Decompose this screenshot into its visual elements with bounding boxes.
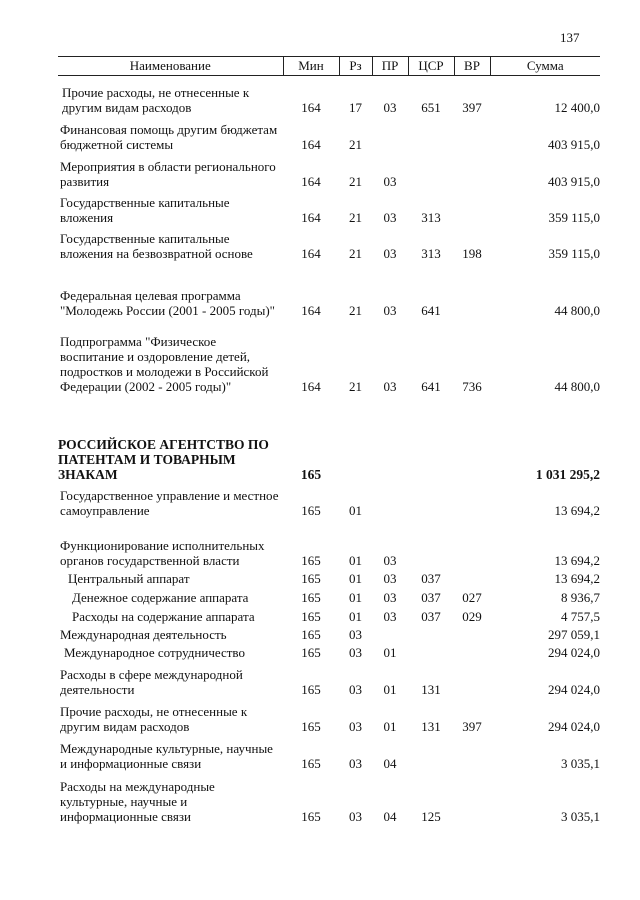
row-csr: [408, 518, 454, 568]
row-pr: [372, 115, 408, 152]
table-row: [58, 76, 600, 116]
row-min: 164: [301, 246, 321, 261]
row-rz: 01: [349, 553, 362, 568]
row-sum: 294 024,0: [548, 719, 600, 734]
row-vr: [454, 189, 490, 225]
row-name: Федеральная целевая программа "Молодежь России (2001 - 2005 годы)": [60, 288, 275, 318]
row-sum: 3 035,1: [561, 809, 600, 824]
row-name: Мероприятия в области регионального развития: [60, 159, 276, 189]
row-csr: 037: [421, 609, 441, 624]
row-rz: 03: [349, 719, 362, 734]
page-number: 137: [560, 30, 580, 45]
row-min: 165: [301, 719, 321, 734]
row-sum: 44 800,0: [554, 303, 600, 318]
row-csr: 313: [421, 210, 441, 225]
table-row: [58, 660, 600, 697]
row-rz: 01: [349, 590, 362, 605]
row-vr: [454, 624, 490, 642]
row-name: Государственные капитальные вложения на безвозвратной основе: [60, 231, 253, 261]
row-sum: 13 694,2: [554, 503, 600, 518]
row-name: Подпрограмма "Физическое воспитание и оздоровление детей, подростков и молодежи в Российской Федерации (2002 - 2005 годы)": [60, 334, 269, 394]
row-name: Расходы в сфере международной деятельности: [60, 667, 243, 697]
table-row: [58, 734, 600, 771]
row-csr: 037: [421, 571, 441, 586]
row-pr: [372, 482, 408, 518]
row-name: Государственное управление и местное самоуправление: [60, 488, 279, 518]
row-rz: 21: [349, 137, 362, 152]
budget-table: [58, 56, 600, 824]
row-min: 164: [301, 137, 321, 152]
table-row: [58, 261, 600, 318]
row-rz: 03: [349, 627, 362, 642]
row-csr: 641: [421, 379, 441, 394]
row-csr: 651: [421, 100, 441, 115]
row-csr: 131: [421, 682, 441, 697]
table-row: [58, 318, 600, 394]
row-vr: [454, 261, 490, 318]
row-rz: 21: [349, 303, 362, 318]
row-pr: 03: [383, 571, 397, 586]
row-rz: 01: [349, 609, 362, 624]
row-min: 165: [301, 590, 321, 605]
row-sum: 294 024,0: [548, 645, 600, 660]
table-row: [58, 697, 600, 734]
row-sum: 3 035,1: [561, 756, 600, 771]
row-name: Международное сотрудничество: [64, 645, 245, 660]
row-name: РОССИЙСКОЕ АГЕНТСТВО ПО ПАТЕНТАМ И ТОВАРНЫМ ЗНАКАМ: [58, 437, 269, 482]
row-csr: [408, 642, 454, 660]
header-name: Наименование: [58, 57, 283, 76]
row-name: Денежное содержание аппарата: [72, 590, 249, 605]
row-rz: 01: [349, 503, 362, 518]
row-vr: [454, 152, 490, 189]
row-vr: [454, 568, 490, 586]
header-csr: ЦСР: [408, 57, 454, 76]
row-min: 164: [301, 210, 321, 225]
row-csr: [408, 115, 454, 152]
row-sum: 13 694,2: [554, 571, 600, 586]
row-sum: 403 915,0: [548, 137, 600, 152]
header-min: Мин: [283, 57, 339, 76]
row-name: Международные культурные, научные и информационные связи: [60, 741, 273, 771]
row-pr: 03: [383, 210, 397, 225]
row-rz: 21: [349, 246, 362, 261]
row-vr: [454, 771, 490, 824]
row-csr: [408, 152, 454, 189]
row-sum: 12 400,0: [554, 100, 600, 115]
row-min: 165: [301, 503, 321, 518]
row-name: Прочие расходы, не отнесенные к другим видам расходов: [60, 704, 248, 734]
table-row: [58, 586, 600, 605]
row-csr: [408, 394, 454, 482]
table-row: [58, 624, 600, 642]
row-pr: 01: [383, 645, 397, 660]
row-rz: 03: [349, 756, 362, 771]
row-name: Расходы на содержание аппарата: [72, 609, 255, 624]
row-pr: 03: [383, 553, 397, 568]
row-vr: [454, 394, 490, 482]
row-name: Финансовая помощь другим бюджетам бюджетной системы: [60, 122, 278, 152]
header-rz: Рз: [339, 57, 372, 76]
table-row: [58, 152, 600, 189]
row-min: 165: [301, 756, 321, 771]
row-sum: 359 115,0: [548, 210, 600, 225]
row-min: 165: [300, 467, 322, 482]
row-pr: 03: [383, 100, 397, 115]
row-sum: 8 936,7: [561, 590, 600, 605]
row-rz: 03: [349, 645, 362, 660]
table-row: [58, 568, 600, 586]
row-pr: 04: [383, 756, 397, 771]
row-csr: 037: [421, 590, 441, 605]
row-pr: 03: [383, 303, 397, 318]
table-row: [58, 642, 600, 660]
table-row: [58, 605, 600, 624]
row-pr: [372, 394, 408, 482]
table-row: [58, 225, 600, 261]
row-name: Центральный аппарат: [68, 571, 190, 586]
row-min: 164: [301, 379, 321, 394]
row-vr: 029: [462, 609, 482, 624]
row-csr: [408, 734, 454, 771]
row-vr: [454, 734, 490, 771]
row-min: 164: [301, 174, 321, 189]
header-sum: Сумма: [490, 57, 600, 76]
row-csr: 313: [421, 246, 441, 261]
row-pr: 01: [383, 682, 397, 697]
row-rz: 01: [349, 571, 362, 586]
row-name: Международная деятельность: [60, 627, 227, 642]
row-csr: [408, 482, 454, 518]
row-sum: 4 757,5: [561, 609, 600, 624]
row-sum: 297 059,1: [548, 627, 600, 642]
row-rz: [339, 394, 372, 482]
table-row: [58, 771, 600, 824]
row-vr: [454, 518, 490, 568]
row-vr: 027: [462, 590, 482, 605]
row-name: Государственные капитальные вложения: [60, 195, 230, 225]
row-rz: 21: [349, 210, 362, 225]
row-rz: 21: [349, 174, 362, 189]
table-row: [58, 189, 600, 225]
row-csr: 125: [421, 809, 441, 824]
header-row: [58, 57, 600, 76]
row-pr: 03: [383, 174, 397, 189]
row-rz: 03: [349, 682, 362, 697]
row-pr: 01: [383, 719, 397, 734]
header-pr: ПР: [372, 57, 408, 76]
row-min: 165: [301, 645, 321, 660]
row-csr: 131: [421, 719, 441, 734]
row-pr: 03: [383, 590, 397, 605]
row-rz: 03: [349, 809, 362, 824]
row-vr: 397: [462, 100, 482, 115]
row-vr: [454, 660, 490, 697]
row-min: 165: [301, 553, 321, 568]
row-min: 165: [301, 571, 321, 586]
row-rz: 21: [349, 379, 362, 394]
row-pr: 03: [383, 246, 397, 261]
row-rz: 17: [349, 100, 362, 115]
row-vr: [454, 482, 490, 518]
row-vr: 736: [462, 379, 482, 394]
row-min: 165: [301, 609, 321, 624]
row-pr: 04: [383, 809, 397, 824]
row-csr: [408, 624, 454, 642]
table-row: [58, 482, 600, 518]
row-sum: 44 800,0: [554, 379, 600, 394]
header-vr: ВР: [454, 57, 490, 76]
row-name: Расходы на международные культурные, научные и информационные связи: [60, 779, 215, 824]
row-sum: 403 915,0: [548, 174, 600, 189]
row-csr: 641: [421, 303, 441, 318]
row-min: 165: [301, 627, 321, 642]
row-sum: 359 115,0: [548, 246, 600, 261]
table-row: [58, 115, 600, 152]
row-min: 165: [301, 682, 321, 697]
row-sum: 1 031 295,2: [535, 467, 600, 482]
row-pr: 03: [383, 379, 397, 394]
row-vr: 397: [462, 719, 482, 734]
row-vr: [454, 642, 490, 660]
table-row-agency: [58, 394, 600, 482]
table-row: [58, 518, 600, 568]
row-pr: [372, 624, 408, 642]
row-sum: 13 694,2: [554, 553, 600, 568]
row-vr: 198: [462, 246, 482, 261]
row-min: 164: [301, 100, 321, 115]
row-min: 164: [301, 303, 321, 318]
row-pr: 03: [383, 609, 397, 624]
row-name: Прочие расходы, не отнесенные к другим видам расходов: [62, 85, 250, 115]
row-vr: [454, 115, 490, 152]
row-name: Функционирование исполнительных органов государственной власти: [60, 538, 265, 568]
row-sum: 294 024,0: [548, 682, 600, 697]
row-min: 165: [301, 809, 321, 824]
